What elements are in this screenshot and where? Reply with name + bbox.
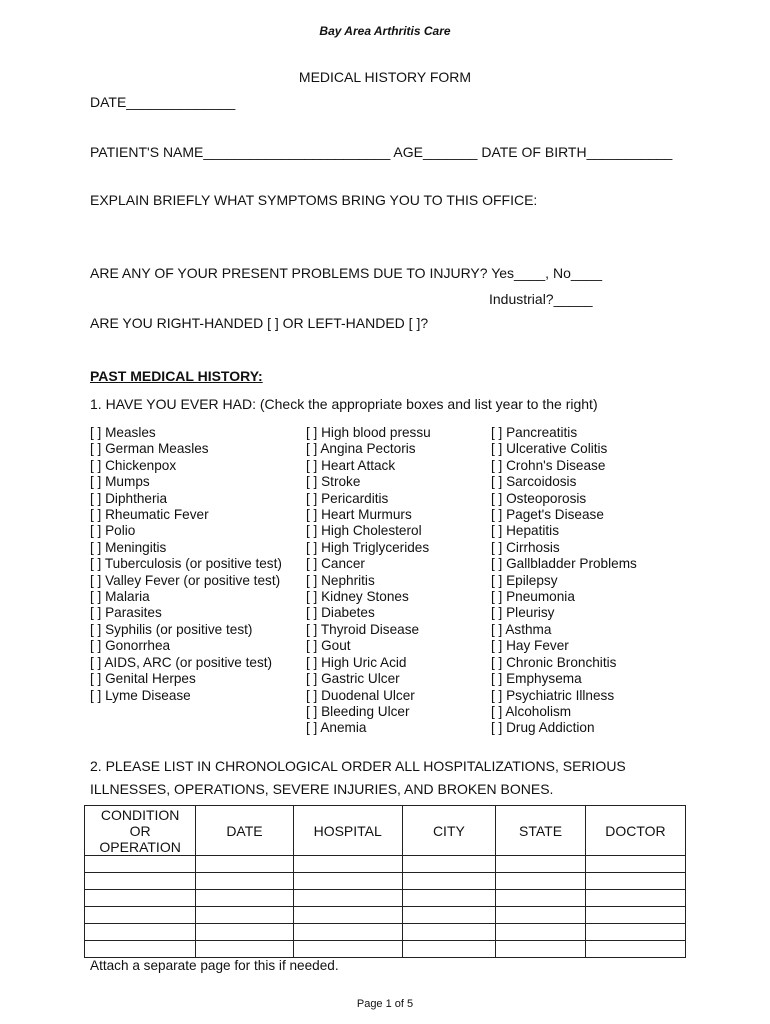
condition-item[interactable]: [ ] Crohn's Disease <box>491 457 606 473</box>
condition-item[interactable]: [ ] Sarcoidosis <box>491 474 577 490</box>
industrial-field[interactable]: Industrial?_____ <box>489 291 593 307</box>
patient-info-line[interactable]: PATIENT'S NAME________________________ AGE_______ DATE OF BIRTH___________ <box>90 144 673 160</box>
condition-item[interactable]: [ ] Meningitis <box>90 539 167 555</box>
condition-item[interactable]: [ ] High Triglycerides <box>306 539 430 555</box>
table-row <box>85 890 686 907</box>
condition-item[interactable]: [ ] High Uric Acid <box>306 654 407 670</box>
condition-item[interactable]: [ ] Gastric Ulcer <box>306 671 400 687</box>
condition-item[interactable]: [ ] German Measles <box>90 441 209 457</box>
question-1: 1. HAVE YOU EVER HAD: (Check the appropriate boxes and list year to the right) <box>90 396 598 412</box>
form-title: MEDICAL HISTORY FORM <box>298 69 472 85</box>
condition-item[interactable]: [ ] High Cholesterol <box>306 523 422 539</box>
col-header-condition: CONDITION OR OPERATION <box>85 806 196 856</box>
condition-item[interactable]: [ ] Ulcerative Colitis <box>491 441 608 457</box>
col-header-hospital: HOSPITAL <box>293 806 402 856</box>
condition-item[interactable]: [ ] Paget's Disease <box>491 507 604 523</box>
table-row <box>85 907 686 924</box>
condition-item[interactable]: [ ] Malaria <box>90 589 150 605</box>
condition-item[interactable]: [ ] Parasites <box>90 605 162 621</box>
condition-item[interactable]: [ ] Measles <box>90 425 156 440</box>
condition-item[interactable]: [ ] Chronic Bronchitis <box>491 654 617 670</box>
question-2-line-1: 2. PLEASE LIST IN CHRONOLOGICAL ORDER ALL HOSPITALIZATIONS, SERIOUS <box>90 758 626 774</box>
condition-item[interactable]: [ ] Angina Pectoris <box>306 441 416 457</box>
injury-question[interactable]: ARE ANY OF YOUR PRESENT PROBLEMS DUE TO INJURY? Yes____, No____ <box>90 265 602 281</box>
col-header-date: DATE <box>196 806 293 856</box>
condition-item[interactable]: [ ] Cirrhosis <box>491 539 560 555</box>
condition-item[interactable]: [ ] Duodenal Ulcer <box>306 687 415 703</box>
condition-item[interactable]: [ ] Diabetes <box>306 605 375 621</box>
condition-item[interactable]: [ ] Diphtheria <box>90 490 168 506</box>
condition-item[interactable]: [ ] Emphysema <box>491 671 582 687</box>
condition-item[interactable]: [ ] Asthma <box>491 621 552 637</box>
condition-column-3 <box>491 425 637 737</box>
condition-item[interactable]: [ ] Gallbladder Problems <box>491 556 637 572</box>
condition-item[interactable]: [ ] Kidney Stones <box>306 589 409 605</box>
condition-item[interactable]: [ ] Epilepsy <box>491 572 558 588</box>
condition-item[interactable]: [ ] Valley Fever (or positive test) <box>90 572 281 588</box>
col-header-state: STATE <box>496 806 586 856</box>
condition-item[interactable]: [ ] Alcoholism <box>491 703 572 719</box>
condition-item[interactable]: [ ] Pericarditis <box>306 490 389 506</box>
col-header-city: CITY <box>402 806 495 856</box>
condition-item[interactable]: [ ] Hepatitis <box>491 523 559 539</box>
condition-item[interactable]: [ ] Pneumonia <box>491 589 575 605</box>
condition-item[interactable]: [ ] Stroke <box>306 474 361 490</box>
handedness-question[interactable]: ARE YOU RIGHT-HANDED [ ] OR LEFT-HANDED [ ]? <box>90 315 429 331</box>
condition-item[interactable]: [ ] Lyme Disease <box>90 687 191 703</box>
table-header-row <box>85 806 686 856</box>
hospitalization-table <box>84 805 686 958</box>
table-row <box>85 941 686 958</box>
condition-item[interactable]: [ ] Heart Attack <box>306 457 396 473</box>
condition-item[interactable]: [ ] Osteoporosis <box>491 490 587 506</box>
date-field[interactable]: DATE______________ <box>90 94 236 110</box>
condition-item[interactable]: [ ] Gout <box>306 638 351 654</box>
condition-item[interactable]: [ ] Pleurisy <box>491 605 555 621</box>
condition-item[interactable]: [ ] Anemia <box>306 720 367 736</box>
condition-item[interactable]: [ ] Bleeding Ulcer <box>306 703 410 719</box>
condition-item[interactable]: [ ] Heart Murmurs <box>306 507 412 523</box>
table-row <box>85 873 686 890</box>
condition-item[interactable]: [ ] Polio <box>90 523 136 539</box>
attach-note: Attach a separate page for this if needed. <box>90 958 339 973</box>
condition-item[interactable]: [ ] Rheumatic Fever <box>90 507 209 523</box>
condition-column-2 <box>306 425 431 737</box>
condition-item[interactable]: [ ] Nephritis <box>306 572 375 588</box>
condition-item[interactable]: [ ] AIDS, ARC (or positive test) <box>90 654 273 670</box>
condition-item[interactable]: [ ] Thyroid Disease <box>306 621 420 637</box>
condition-item[interactable]: [ ] Tuberculosis (or positive test) <box>90 556 282 572</box>
question-2-line-2: ILLNESSES, OPERATIONS, SEVERE INJURIES, AND BROKEN BONES. <box>90 781 554 797</box>
condition-item[interactable]: [ ] Genital Herpes <box>90 671 196 687</box>
condition-item[interactable]: [ ] Hay Fever <box>491 638 569 654</box>
condition-item[interactable]: [ ] Mumps <box>90 474 150 490</box>
condition-item[interactable]: [ ] Cancer <box>306 556 365 572</box>
table-row <box>85 924 686 941</box>
condition-column-1 <box>90 425 282 704</box>
practice-name: Bay Area Arthritis Care <box>319 24 451 38</box>
condition-item[interactable]: [ ] Gonorrhea <box>90 638 171 654</box>
table-row <box>85 856 686 873</box>
symptoms-prompt: EXPLAIN BRIEFLY WHAT SYMPTOMS BRING YOU TO THIS OFFICE: <box>90 192 538 208</box>
condition-item[interactable]: [ ] Syphilis (or positive test) <box>90 621 253 637</box>
condition-item[interactable]: [ ] Chickenpox <box>90 457 177 473</box>
condition-item[interactable]: [ ] High blood pressu <box>306 425 431 440</box>
page-number: Page 1 of 5 <box>356 998 414 1010</box>
past-history-heading: PAST MEDICAL HISTORY: <box>90 368 263 384</box>
col-header-doctor: DOCTOR <box>585 806 685 856</box>
condition-item[interactable]: [ ] Drug Addiction <box>491 720 595 736</box>
condition-item[interactable]: [ ] Pancreatitis <box>491 425 578 440</box>
condition-item[interactable]: [ ] Psychiatric Illness <box>491 687 615 703</box>
